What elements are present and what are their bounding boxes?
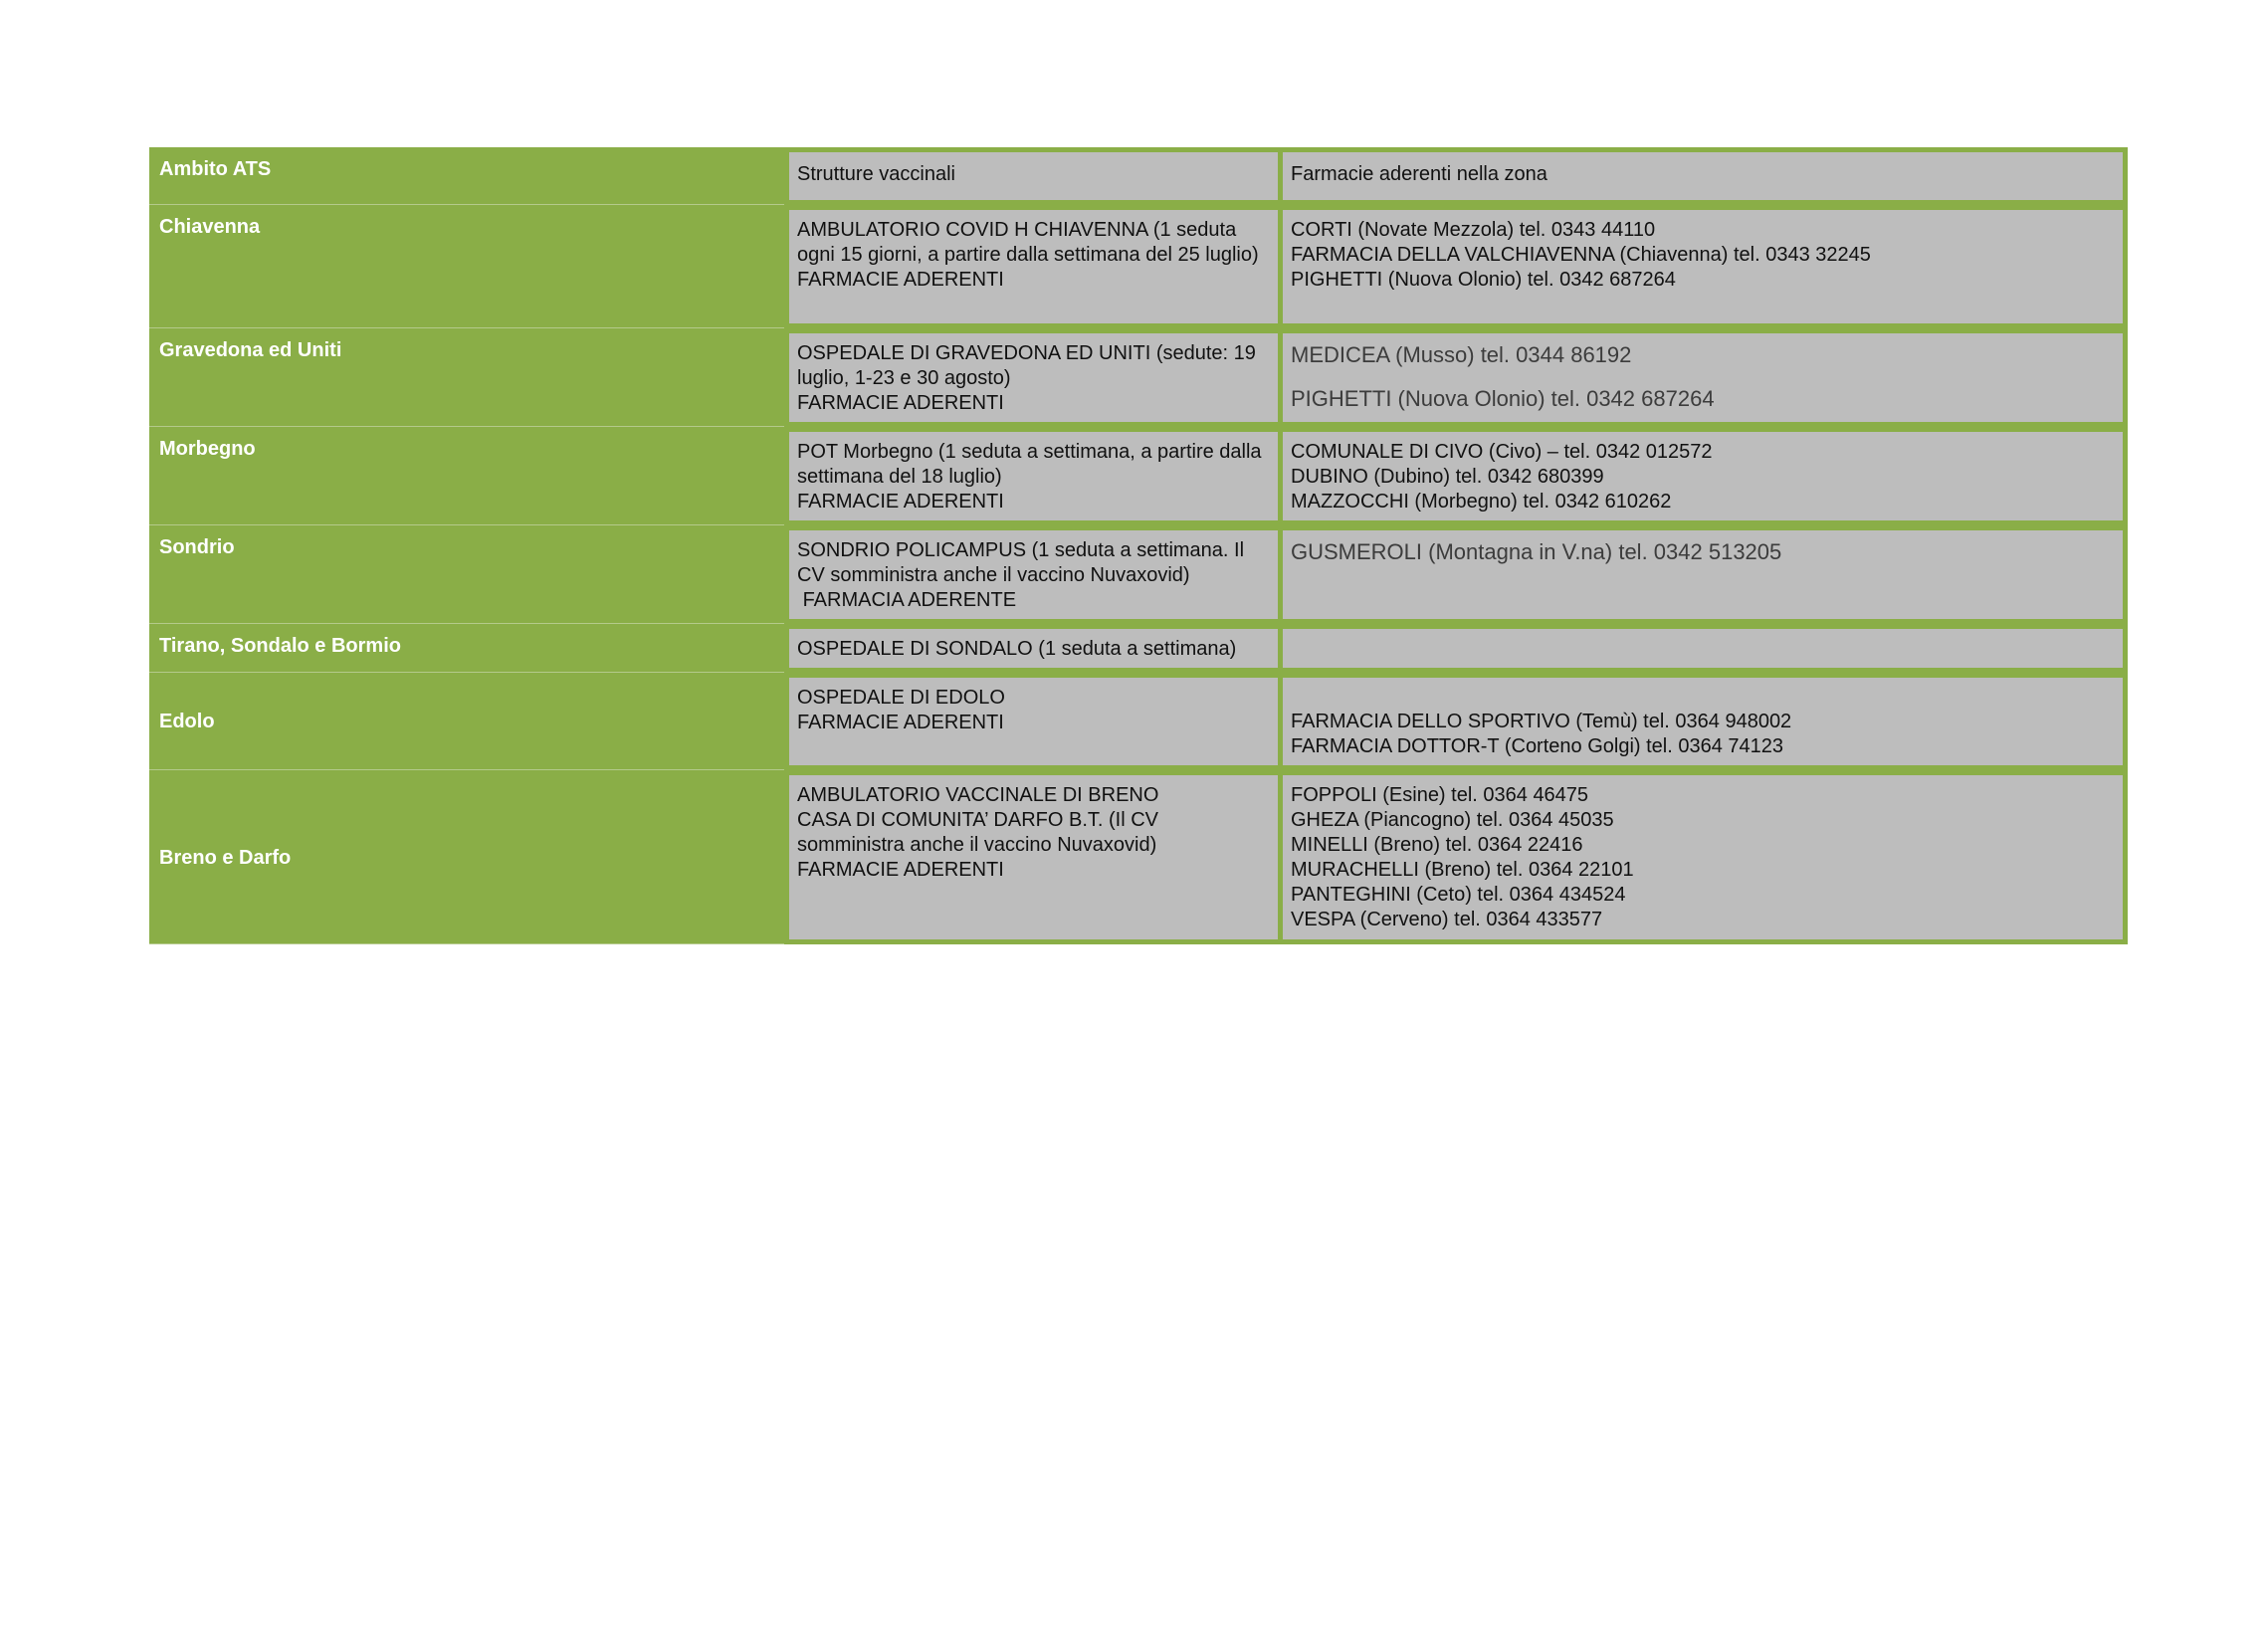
strutture-line: CASA DI COMUNITA’ DARFO B.T. (Il CV somministra anche il vaccino Nuvaxovid) [797, 809, 1164, 856]
row-ambito: Edolo [149, 673, 784, 770]
row-ambito: Sondrio [149, 525, 784, 624]
strutture-line: OSPEDALE DI EDOLO [797, 687, 1005, 709]
farmacia-line: PIGHETTI (Nuova Olonio) tel. 0342 687264 [1291, 269, 1676, 291]
table-row [149, 328, 2128, 427]
farmacia-line: DUBINO (Dubino) tel. 0342 680399 [1291, 466, 1604, 488]
row-strutture [784, 673, 1278, 770]
vaccination-table [149, 147, 2128, 944]
farmacia-line: FARMACIA DELLO SPORTIVO (Temù) tel. 0364 948002 [1291, 711, 1792, 732]
row-ambito: Morbegno [149, 427, 784, 525]
row-farmacie [1278, 673, 2128, 770]
table-row [149, 624, 2128, 673]
strutture-line: FARMACIE ADERENTI [797, 491, 1004, 513]
header-strutture: Strutture vaccinali [784, 147, 1278, 205]
table-row [149, 770, 2128, 944]
table-row [149, 525, 2128, 624]
row-strutture [784, 328, 1278, 427]
row-farmacie [1278, 205, 2128, 328]
strutture-line: FARMACIE ADERENTI [797, 712, 1004, 733]
strutture-line: FARMACIE ADERENTI [797, 269, 1004, 291]
strutture-line: FARMACIE ADERENTI [797, 859, 1004, 881]
row-strutture [784, 624, 1278, 673]
table [149, 147, 2128, 944]
header-row [149, 147, 2128, 205]
row-farmacie [1278, 525, 2128, 624]
farmacia-line: MINELLI (Breno) tel. 0364 22416 [1291, 834, 1583, 856]
farmacia-line: FARMACIA DOTTOR-T (Corteno Golgi) tel. 0364 74123 [1291, 735, 1784, 757]
strutture-line: AMBULATORIO COVID H CHIAVENNA (1 seduta ogni 15 giorni, a partire dalla settimana del 25 luglio) [797, 219, 1259, 266]
row-ambito: Gravedona ed Uniti [149, 328, 784, 427]
farmacia-line: MAZZOCCHI (Morbegno) tel. 0342 610262 [1291, 491, 1672, 513]
farmacia-line: CORTI (Novate Mezzola) tel. 0343 44110 [1291, 219, 1656, 241]
header-farmacie: Farmacie aderenti nella zona [1278, 147, 2128, 205]
header-ambito: Ambito ATS [149, 147, 784, 205]
row-strutture [784, 427, 1278, 525]
strutture-line: SONDRIO POLICAMPUS (1 seduta a settimana. Il CV somministra anche il vaccino Nuvaxovid) [797, 539, 1250, 586]
row-farmacie [1278, 624, 2128, 673]
farmacia-line: MURACHELLI (Breno) tel. 0364 22101 [1291, 859, 1634, 881]
strutture-line: POT Morbegno (1 seduta a settimana, a partire dalla settimana del 18 luglio) [797, 441, 1268, 488]
farmacia-line: MEDICEA (Musso) tel. 0344 86192 [1291, 342, 1632, 367]
farmacia-line: VESPA (Cerveno) tel. 0364 433577 [1291, 909, 1603, 930]
farmacia-line: GHEZA (Piancogno) tel. 0364 45035 [1291, 809, 1614, 831]
farmacia-line: FARMACIA DELLA VALCHIAVENNA (Chiavenna) tel. 0343 32245 [1291, 244, 1871, 266]
farmacia-line: PIGHETTI (Nuova Olonio) tel. 0342 687264 [1291, 386, 1715, 411]
strutture-line: OSPEDALE DI SONDALO (1 seduta a settimana) [797, 638, 1237, 660]
strutture-line: AMBULATORIO VACCINALE DI BRENO [797, 784, 1159, 806]
farmacia-line: PANTEGHINI (Ceto) tel. 0364 434524 [1291, 884, 1626, 906]
table-row [149, 205, 2128, 328]
row-farmacie [1278, 770, 2128, 944]
row-ambito: Tirano, Sondalo e Bormio [149, 624, 784, 673]
table-row [149, 673, 2128, 770]
strutture-line: OSPEDALE DI GRAVEDONA ED UNITI (sedute: 19 luglio, 1-23 e 30 agosto) [797, 342, 1262, 389]
row-farmacie [1278, 328, 2128, 427]
row-ambito: Breno e Darfo [149, 770, 784, 944]
farmacia-line: FOPPOLI (Esine) tel. 0364 46475 [1291, 784, 1589, 806]
row-strutture [784, 205, 1278, 328]
table-row [149, 427, 2128, 525]
row-strutture [784, 525, 1278, 624]
strutture-line: FARMACIE ADERENTI [797, 392, 1004, 414]
spacer [1291, 369, 2115, 385]
row-ambito: Chiavenna [149, 205, 784, 328]
farmacia-line: COMUNALE DI CIVO (Civo) – tel. 0342 012572 [1291, 441, 1713, 463]
farmacia-line: GUSMEROLI (Montagna in V.na) tel. 0342 513205 [1291, 539, 1782, 564]
row-farmacie [1278, 427, 2128, 525]
row-strutture [784, 770, 1278, 944]
strutture-line: FARMACIA ADERENTE [797, 589, 1017, 611]
